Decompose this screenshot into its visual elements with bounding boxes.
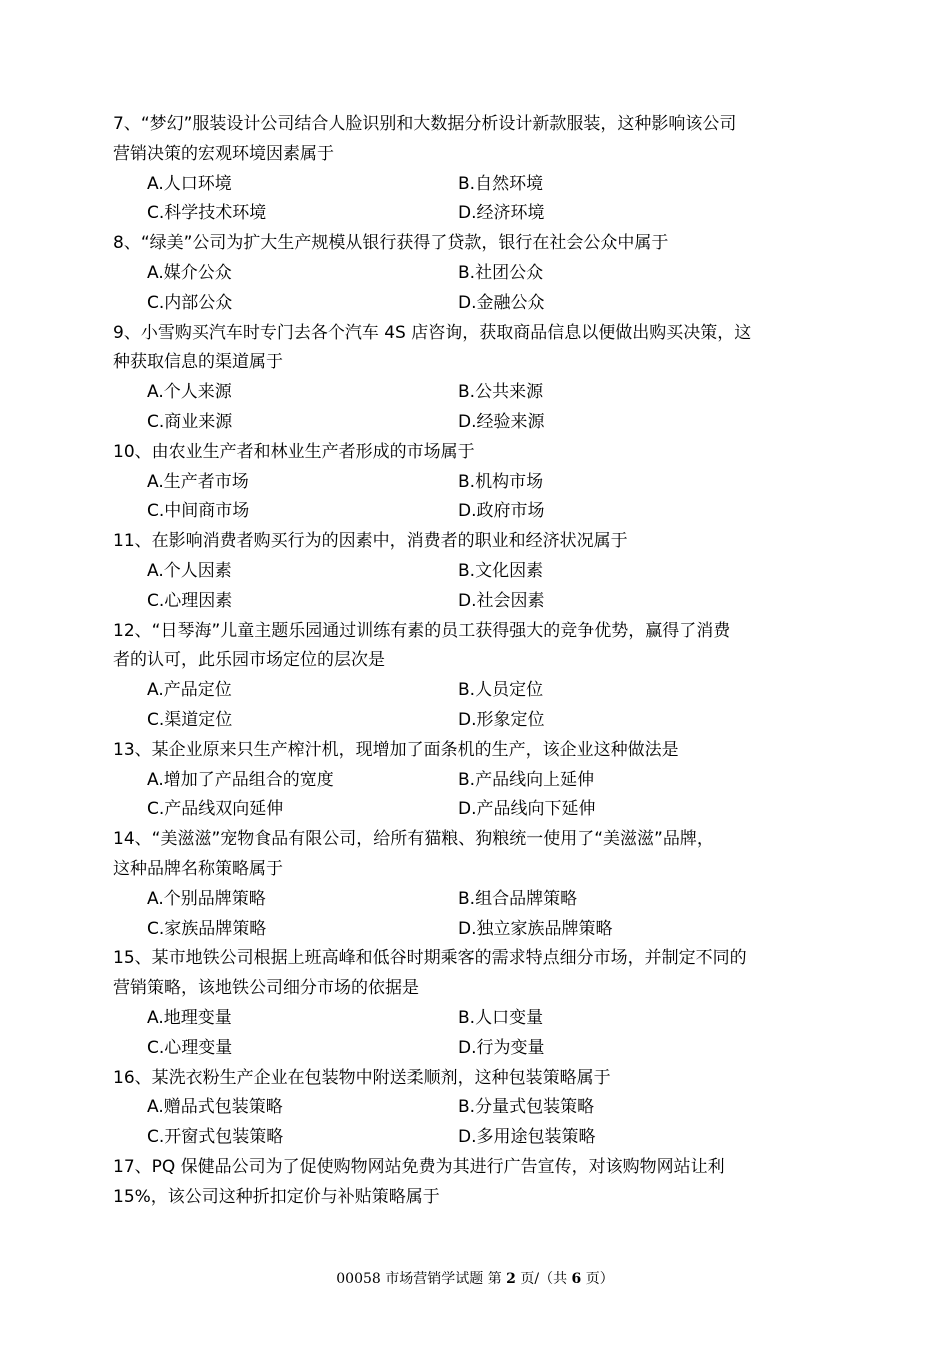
answer-option: D.行为变量: [458, 1037, 545, 1058]
question-item: [113, 438, 843, 527]
question-text: 营销策略，该地铁公司细分市场的依据是: [113, 978, 419, 999]
option-row: [113, 497, 843, 527]
option-row: [113, 170, 843, 200]
option-row: [113, 259, 843, 289]
question-list: [113, 110, 843, 1212]
answer-option: B.产品线向上延伸: [458, 769, 595, 790]
answer-option: C.科学技术环境: [147, 203, 267, 224]
question-text: 种获取信息的渠道属于: [113, 352, 283, 373]
question-text: 营销决策的宏观环境因素属于: [113, 143, 334, 164]
option-row: [113, 378, 843, 408]
answer-option: B.人口变量: [458, 1007, 544, 1028]
question-item: [113, 617, 843, 736]
option-row: [113, 706, 843, 736]
footer-page-number: 2: [506, 1271, 516, 1287]
question-item: [113, 944, 843, 1063]
question-item: [113, 110, 843, 229]
answer-option: B.人员定位: [458, 680, 544, 701]
question-text: 7、“梦幻”服装设计公司结合人脸识别和大数据分析设计新款服装，这种影响该公司: [113, 114, 737, 134]
answer-option: D.独立家族品牌策略: [458, 918, 613, 939]
question-text: 9、小雪购买汽车时专门去各个汽车 4S 店咨询，获取商品信息以便做出购买决策，这: [113, 322, 752, 343]
question-text: 17、PQ 保健品公司为了促使购物网站免费为其进行广告宣传，对该购物网站让利: [113, 1156, 725, 1177]
footer-total-pages: 6: [571, 1271, 582, 1287]
answer-option: A.赠品式包装策略: [147, 1097, 283, 1118]
option-row: [113, 1123, 843, 1153]
answer-option: A.生产者市场: [147, 471, 249, 492]
answer-option: B.分量式包装策略: [458, 1097, 595, 1118]
answer-option: C.心理变量: [147, 1037, 233, 1058]
option-row: [113, 587, 843, 617]
question-item: [113, 319, 843, 438]
question-text: 10、由农业生产者和林业生产者形成的市场属于: [113, 441, 475, 462]
answer-option: D.社会因素: [458, 590, 545, 611]
answer-option: D.产品线向下延伸: [458, 799, 596, 820]
answer-option: B.社团公众: [458, 262, 544, 283]
answer-option: C.渠道定位: [147, 709, 233, 730]
question-item: [113, 825, 843, 944]
answer-option: D.经济环境: [458, 203, 545, 224]
option-row: [113, 766, 843, 796]
answer-option: A.增加了产品组合的宽度: [147, 769, 334, 790]
question-item: [113, 229, 843, 318]
answer-option: D.多用途包装策略: [458, 1127, 596, 1148]
footer-middle: 页/（共: [515, 1271, 572, 1287]
footer-prefix: 00058 市场营销学试题 第: [336, 1271, 507, 1287]
option-row: [113, 915, 843, 945]
answer-option: A.个人来源: [147, 382, 232, 403]
answer-option: C.中间商市场: [147, 501, 250, 522]
answer-option: D.形象定位: [458, 709, 545, 730]
question-text: 11、在影响消费者购买行为的因素中，消费者的职业和经济状况属于: [113, 531, 628, 552]
question-text: 14、“美滋滋”宠物食品有限公司，给所有猫粮、狗粮统一使用了“美滋滋”品牌，: [113, 829, 714, 850]
answer-option: B.组合品牌策略: [458, 888, 578, 909]
answer-option: C.商业来源: [147, 411, 233, 432]
answer-option: B.机构市场: [458, 471, 544, 492]
answer-option: D.政府市场: [458, 501, 545, 522]
answer-option: A.媒介公众: [147, 262, 232, 283]
question-text: 12、“日琴海”儿童主题乐园通过训练有素的员工获得强大的竞争优势，赢得了消费: [113, 620, 731, 641]
answer-option: A.人口环境: [147, 173, 232, 194]
question-item: [113, 1064, 843, 1153]
page-footer: [0, 1268, 950, 1288]
answer-option: A.产品定位: [147, 680, 232, 701]
option-row: [113, 795, 843, 825]
answer-option: A.个人因素: [147, 560, 232, 581]
answer-option: A.地理变量: [147, 1007, 232, 1028]
option-row: [113, 289, 843, 319]
answer-option: D.经验来源: [458, 411, 545, 432]
option-row: [113, 1004, 843, 1034]
answer-option: D.金融公众: [458, 292, 545, 313]
answer-option: C.心理因素: [147, 590, 233, 611]
question-text: 者的认可，此乐园市场定位的层次是: [113, 650, 385, 671]
answer-option: C.家族品牌策略: [147, 918, 267, 939]
answer-option: C.开窗式包装策略: [147, 1127, 284, 1148]
question-text: 13、某企业原来只生产榨汁机，现增加了面条机的生产，该企业这种做法是: [113, 739, 679, 760]
option-row: [113, 199, 843, 229]
answer-option: B.自然环境: [458, 173, 544, 194]
option-row: [113, 408, 843, 438]
question-text: 16、某洗衣粉生产企业在包装物中附送柔顺剂，这种包装策略属于: [113, 1067, 611, 1088]
question-text: 8、“绿美”公司为扩大生产规模从银行获得了贷款，银行在社会公众中属于: [113, 233, 669, 254]
option-row: [113, 885, 843, 915]
question-item: [113, 527, 843, 616]
option-row: [113, 1034, 843, 1064]
question-item: [113, 736, 843, 825]
option-row: [113, 557, 843, 587]
question-text: 这种品牌名称策略属于: [113, 858, 283, 879]
footer-suffix: 页）: [581, 1271, 614, 1287]
answer-option: B.公共来源: [458, 382, 544, 403]
question-text: 15、某市地铁公司根据上班高峰和低谷时期乘客的需求特点细分市场，并制定不同的: [113, 948, 747, 969]
option-row: [113, 1093, 843, 1123]
question-item: [113, 1153, 843, 1213]
answer-option: B.文化因素: [458, 560, 544, 581]
answer-option: A.个别品牌策略: [147, 888, 266, 909]
option-row: [113, 676, 843, 706]
option-row: [113, 468, 843, 498]
answer-option: C.内部公众: [147, 292, 233, 313]
question-text: 15%，该公司这种折扣定价与补贴策略属于: [113, 1186, 440, 1207]
answer-option: C.产品线双向延伸: [147, 799, 284, 820]
